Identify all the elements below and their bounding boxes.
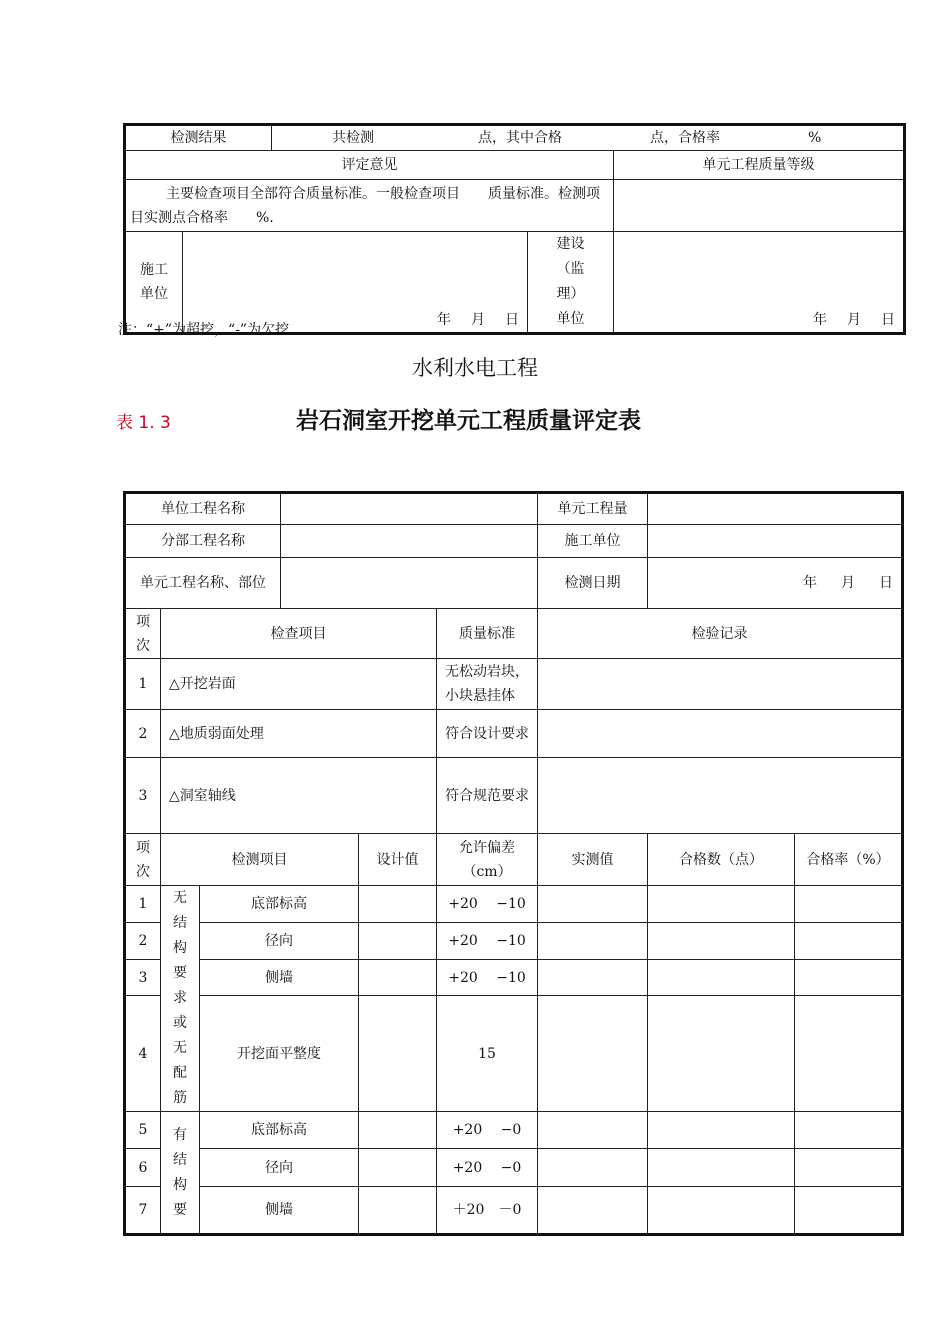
measure-row-item: 开挖面平整度 xyxy=(200,996,359,1112)
measure-row-pass-count xyxy=(648,1187,795,1235)
measure-row-pass-rate xyxy=(795,1112,903,1149)
unit-name-value xyxy=(281,493,538,525)
group-with-structure: 有结构要 xyxy=(161,1112,200,1235)
measure-row-actual xyxy=(538,1149,648,1187)
grade-value xyxy=(614,180,905,232)
element-name-value xyxy=(281,558,538,609)
measure-row-pass-rate xyxy=(795,996,903,1112)
measure-row-no: 7 xyxy=(125,1187,161,1235)
measure-row-item: 底部标高 xyxy=(200,1112,359,1149)
measure-row-item: 径向 xyxy=(200,1149,359,1187)
measure-row-design xyxy=(359,1149,437,1187)
measure-row-actual xyxy=(538,1187,648,1235)
measure-design-header: 设计值 xyxy=(359,834,437,886)
opinion-label: 评定意见 xyxy=(125,151,614,180)
check-row-no: 1 xyxy=(125,659,161,710)
measure-row-design xyxy=(359,923,437,959)
measure-row-no: 4 xyxy=(125,996,161,1112)
measure-row-actual xyxy=(538,886,648,923)
result-text: 共检测 点，其中合格 点，合格率 % xyxy=(272,125,905,151)
check-row-standard: 无松动岩块，小块悬挂体 xyxy=(437,659,538,710)
measure-row-item: 侧墙 xyxy=(200,1187,359,1235)
check-row-record xyxy=(538,710,903,758)
measure-row-design xyxy=(359,1112,437,1149)
check-row-standard: 符合设计要求 xyxy=(437,710,538,758)
check-row-item: △开挖岩面 xyxy=(161,659,437,710)
opinion-text: 主要检查项目全部符合质量标准。一般检查项目 质量标准。检测项目实测点合格率 %. xyxy=(125,180,614,232)
measure-row-no: 6 xyxy=(125,1149,161,1187)
measure-item-header: 检测项目 xyxy=(161,834,359,886)
check-row-no: 2 xyxy=(125,710,161,758)
check-record-header: 检验记录 xyxy=(538,609,903,659)
measure-row-actual xyxy=(538,1112,648,1149)
measure-row-no: 2 xyxy=(125,923,161,959)
check-row-standard: 符合规范要求 xyxy=(437,758,538,834)
check-date-label: 检测日期 xyxy=(538,558,648,609)
assessment-table xyxy=(123,491,904,1236)
measure-row-pass-count xyxy=(648,1112,795,1149)
measure-tolerance-header: 允许偏差（cm） xyxy=(437,834,538,886)
measure-actual-header: 实测值 xyxy=(538,834,648,886)
check-date-value: 年 月 日 xyxy=(648,558,903,609)
measure-row-design xyxy=(359,959,437,995)
measure-row-tolerance: +20 −0 xyxy=(437,1149,538,1187)
measure-row-pass-count xyxy=(648,1149,795,1187)
measure-pass-rate-header: 合格率（%） xyxy=(795,834,903,886)
measure-row-pass-count xyxy=(648,959,795,995)
sub-name-value xyxy=(281,525,538,558)
measure-row-pass-count xyxy=(648,923,795,959)
element-name-label: 单元工程名称、部位 xyxy=(125,558,281,609)
grade-label: 单元工程质量等级 xyxy=(614,151,905,180)
builder-label: 施工单位 xyxy=(538,525,648,558)
measure-row-pass-rate xyxy=(795,923,903,959)
measure-row-pass-count xyxy=(648,996,795,1112)
builder-date: 年 月 日 xyxy=(183,232,528,334)
builder-value xyxy=(648,525,903,558)
measure-no-header: 项次 xyxy=(125,834,161,886)
table-number: 表 1. 3 xyxy=(116,413,171,433)
measure-row-pass-count xyxy=(648,886,795,923)
check-item-header: 检查项目 xyxy=(161,609,437,659)
measure-row-pass-rate xyxy=(795,886,903,923)
measure-row-pass-rate xyxy=(795,959,903,995)
measure-row-pass-rate xyxy=(795,1187,903,1235)
measure-row-item: 底部标高 xyxy=(200,886,359,923)
measure-row-tolerance: ＋20 －0 xyxy=(437,1187,538,1235)
result-label: 检测结果 xyxy=(125,125,272,151)
measure-row-no: 1 xyxy=(125,886,161,923)
previous-assessment-table xyxy=(123,123,906,335)
unit-qty-value xyxy=(648,493,903,525)
supervisor-date: 年 月 日 xyxy=(614,232,905,334)
measure-row-no: 5 xyxy=(125,1112,161,1149)
check-standard-header: 质量标准 xyxy=(437,609,538,659)
measure-row-pass-rate xyxy=(795,1149,903,1187)
measure-row-item: 径向 xyxy=(200,923,359,959)
footnote: 注：“+”为超挖，“-”为欠挖 xyxy=(118,322,290,338)
check-row-item: △地质弱面处理 xyxy=(161,710,437,758)
page-header: 水利水电工程 xyxy=(412,356,538,380)
measure-row-actual xyxy=(538,996,648,1112)
unit-qty-label: 单元工程量 xyxy=(538,493,648,525)
measure-row-design xyxy=(359,886,437,923)
measure-row-tolerance: +20 −10 xyxy=(437,886,538,923)
unit-name-label: 单位工程名称 xyxy=(125,493,281,525)
sub-name-label: 分部工程名称 xyxy=(125,525,281,558)
group-no-structure: 无结构要求或无配筋 xyxy=(161,886,200,1112)
measure-row-design xyxy=(359,1187,437,1235)
builder-label: 施工单位 xyxy=(125,232,183,334)
check-row-record xyxy=(538,659,903,710)
measure-row-actual xyxy=(538,959,648,995)
page-title: 岩石洞室开挖单元工程质量评定表 xyxy=(296,408,641,434)
measure-row-tolerance: +20 −10 xyxy=(437,959,538,995)
measure-row-tolerance: 15 xyxy=(437,996,538,1112)
supervisor-label: 建设（监理）单位 xyxy=(528,232,614,334)
measure-row-tolerance: +20 −10 xyxy=(437,923,538,959)
measure-pass-count-header: 合格数（点） xyxy=(648,834,795,886)
measure-row-tolerance: +20 −0 xyxy=(437,1112,538,1149)
check-row-item: △洞室轴线 xyxy=(161,758,437,834)
measure-row-item: 侧墙 xyxy=(200,959,359,995)
check-no-header: 项次 xyxy=(125,609,161,659)
check-row-no: 3 xyxy=(125,758,161,834)
measure-row-actual xyxy=(538,923,648,959)
measure-row-design xyxy=(359,996,437,1112)
check-row-record xyxy=(538,758,903,834)
measure-row-no: 3 xyxy=(125,959,161,995)
